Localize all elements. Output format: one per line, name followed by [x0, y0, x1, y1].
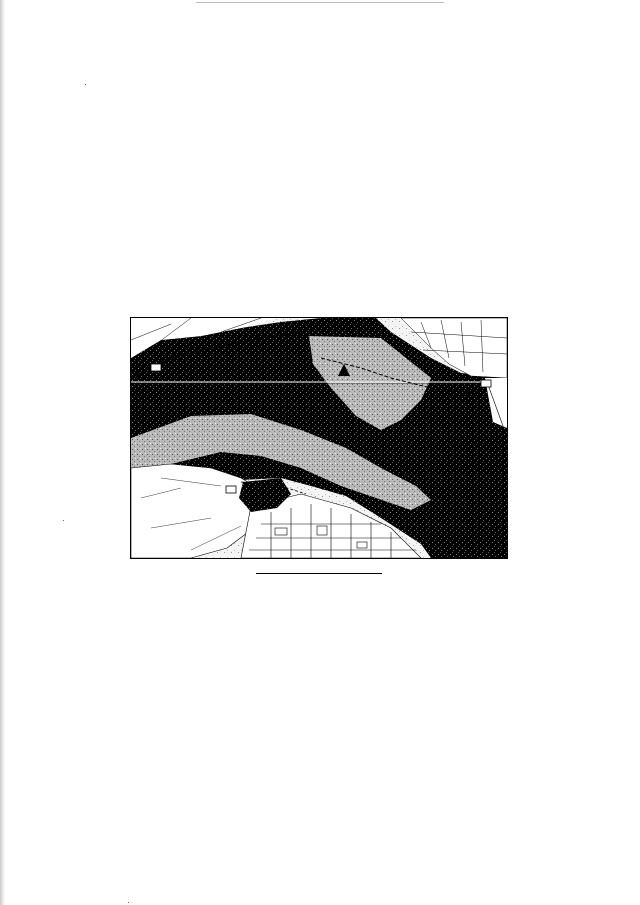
map-graphic	[131, 318, 507, 558]
top-edge-line	[196, 2, 444, 3]
scan-edge-shadow	[0, 0, 6, 905]
map-fragment	[130, 317, 508, 559]
pump-station-icon	[151, 364, 161, 371]
closing-rule	[256, 573, 382, 574]
scan-speck	[63, 520, 64, 521]
treatment-facility-icon	[226, 486, 236, 493]
scan-speck	[128, 902, 129, 903]
pump-station-icon	[481, 380, 491, 387]
scan-speck	[85, 84, 86, 85]
